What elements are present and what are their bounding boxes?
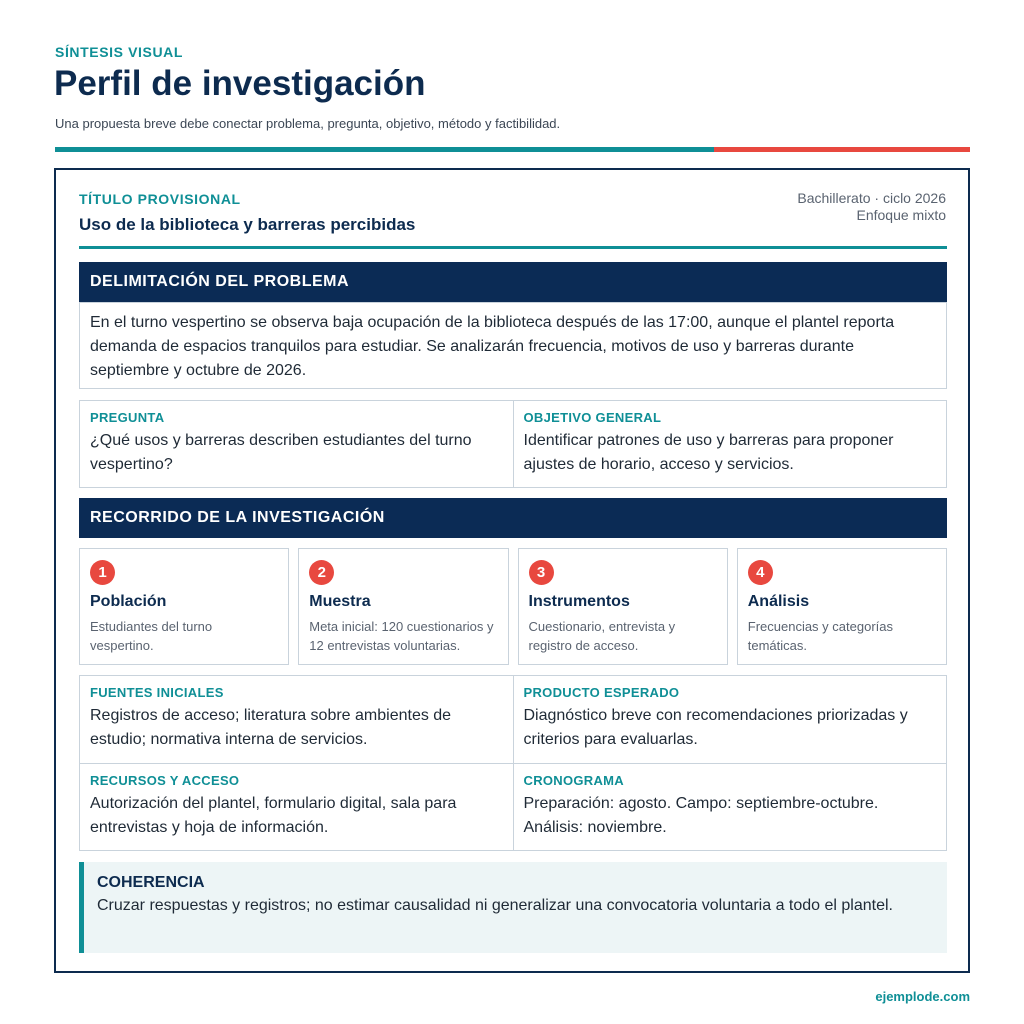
objective-text: Identificar patrones de uso y barreras para proponer ajustes de horario, acceso y servicios. (523, 432, 894, 473)
research-profile-card (54, 168, 970, 973)
resources-text: Autorización del plantel, formulario digital, sala para entrevistas y hoja de información. (90, 795, 457, 836)
question-cell (80, 401, 513, 487)
step-description: Cuestionario, entrevista y registro de acceso. (528, 619, 676, 653)
page-subtitle: Una propuesta breve debe conectar problema, pregunta, objetivo, método y factibilidad. (55, 116, 561, 131)
step-number-badge: 2 (309, 560, 334, 585)
step-title: Análisis (747, 593, 810, 610)
meta-level: Bachillerato · ciclo 2026 (797, 190, 946, 206)
route-steps (79, 548, 947, 665)
section-kicker: SÍNTESIS VISUAL (55, 44, 184, 60)
step-number-badge: 4 (748, 560, 773, 585)
step-title: Instrumentos (528, 593, 630, 610)
question-objective-grid (79, 400, 947, 488)
footer-brand-link[interactable]: ejemplode.com (875, 989, 970, 1004)
step-title: Muestra (309, 593, 371, 610)
problem-box (79, 302, 947, 389)
provisional-title-value: Uso de la biblioteca y barreras percibidas (79, 215, 416, 234)
sources-cell (80, 676, 513, 763)
step-number-badge: 3 (529, 560, 554, 585)
product-label: PRODUCTO ESPERADO (523, 685, 680, 700)
route-heading: RECORRIDO DE LA INVESTIGACIÓN (79, 498, 947, 538)
problem-heading: DELIMITACIÓN DEL PROBLEMA (79, 262, 947, 302)
coherence-text: Cruzar respuestas y registros; no estimar causalidad ni generalizar una convocatoria voluntaria a todo el plantel. (97, 897, 893, 914)
sources-text: Registros de acceso; literatura sobre ambientes de estudio; normativa interna de servicios. (90, 707, 452, 748)
sources-label: FUENTES INICIALES (90, 685, 224, 700)
problem-text: En el turno vespertino se observa baja ocupación de la biblioteca después de las 17:00, aunque el plantel reporta demanda de espacios tranquilos para estudiar. Se analizarán frecuencia, motivos de uso y barreras durante septiembre y octubre de 2026. (90, 314, 895, 379)
step-card (79, 548, 289, 665)
question-text: ¿Qué usos y barreras describen estudiantes del turno vespertino? (90, 432, 472, 473)
resources-cell (80, 764, 513, 850)
schedule-text: Preparación: agosto. Campo: septiembre-octubre. Análisis: noviembre. (523, 795, 879, 836)
page-title: Perfil de investigación (54, 64, 426, 103)
step-card (518, 548, 728, 665)
header-divider (55, 147, 970, 152)
product-cell (513, 676, 947, 763)
step-number-badge: 1 (90, 560, 115, 585)
step-title: Población (90, 593, 167, 610)
question-label: PREGUNTA (90, 410, 165, 425)
objective-cell (513, 401, 947, 487)
provisional-title-label: TÍTULO PROVISIONAL (79, 191, 241, 207)
schedule-cell (513, 764, 947, 850)
step-description: Frecuencias y categorías temáticas. (747, 619, 893, 653)
resources-label: RECURSOS Y ACCESO (90, 773, 240, 788)
coherence-title: COHERENCIA (97, 874, 205, 891)
coherence-note (79, 862, 947, 953)
step-description: Meta inicial: 120 cuestionarios y 12 entrevistas voluntarias. (309, 619, 494, 653)
product-text: Diagnóstico breve con recomendaciones priorizadas y criterios para evaluarlas. (523, 707, 908, 748)
step-description: Estudiantes del turno vespertino. (90, 619, 213, 653)
meta-approach: Enfoque mixto (856, 207, 946, 223)
details-grid (79, 675, 947, 851)
card-meta (797, 190, 946, 224)
step-card (737, 548, 947, 665)
objective-label: OBJETIVO GENERAL (523, 410, 662, 425)
schedule-label: CRONOGRAMA (523, 773, 624, 788)
step-card (298, 548, 508, 665)
card-divider (79, 246, 947, 249)
